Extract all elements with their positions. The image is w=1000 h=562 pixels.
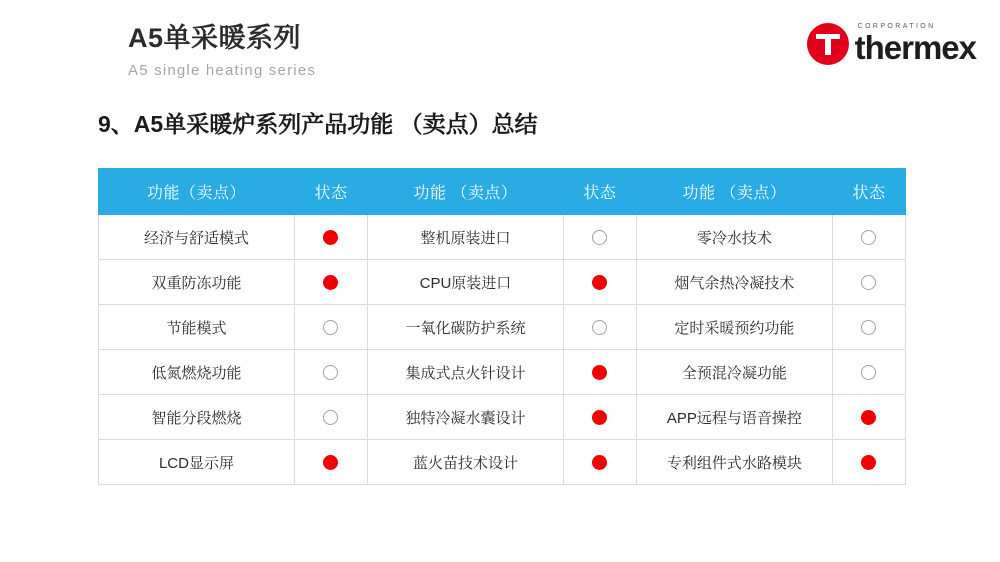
section-heading: 9、A5单采暖炉系列产品功能 （卖点）总结 xyxy=(98,111,538,137)
status-dot-filled-icon xyxy=(323,230,338,245)
column-header-feature-2: 功能 （卖点） xyxy=(367,169,563,215)
status-cell xyxy=(294,305,367,350)
status-cell xyxy=(563,440,636,485)
status-cell xyxy=(294,260,367,305)
feature-label: 集成式点火针设计 xyxy=(367,350,563,395)
status-cell xyxy=(563,215,636,260)
table-body xyxy=(99,215,906,485)
feature-label: APP远程与语音操控 xyxy=(636,395,832,440)
status-cell xyxy=(563,305,636,350)
status-dot-empty-icon xyxy=(323,365,338,380)
brand-logo xyxy=(807,22,976,66)
feature-label: 双重防冻功能 xyxy=(99,260,295,305)
table-header-row xyxy=(99,169,906,215)
feature-label: 整机原装进口 xyxy=(367,215,563,260)
status-dot-filled-icon xyxy=(861,455,876,470)
status-dot-filled-icon xyxy=(592,455,607,470)
status-cell xyxy=(832,350,905,395)
status-dot-filled-icon xyxy=(592,275,607,290)
status-cell xyxy=(563,260,636,305)
status-dot-empty-icon xyxy=(861,320,876,335)
status-dot-empty-icon xyxy=(592,320,607,335)
logo-wordmark: thermex xyxy=(854,28,976,66)
feature-label: 独特冷凝水囊设计 xyxy=(367,395,563,440)
feature-status-table xyxy=(98,168,906,485)
status-dot-empty-icon xyxy=(323,410,338,425)
feature-label: 零冷水技术 xyxy=(636,215,832,260)
feature-label: 一氧化碳防护系统 xyxy=(367,305,563,350)
feature-label: 节能模式 xyxy=(99,305,295,350)
table-row xyxy=(99,350,906,395)
status-dot-filled-icon xyxy=(323,455,338,470)
column-header-feature-1: 功能（卖点） xyxy=(99,169,295,215)
status-cell xyxy=(832,440,905,485)
status-dot-filled-icon xyxy=(861,410,876,425)
table-row xyxy=(99,440,906,485)
logo-text-wrap xyxy=(854,22,976,66)
feature-label: LCD显示屏 xyxy=(99,440,295,485)
slide-title-block xyxy=(128,22,316,79)
feature-table-wrap xyxy=(98,168,906,485)
logo-corporation-label: CORPORATION xyxy=(857,22,936,30)
status-cell xyxy=(294,215,367,260)
status-dot-filled-icon xyxy=(592,410,607,425)
feature-label: CPU原装进口 xyxy=(367,260,563,305)
feature-label: 蓝火苗技术设计 xyxy=(367,440,563,485)
status-cell xyxy=(294,395,367,440)
feature-label: 经济与舒适模式 xyxy=(99,215,295,260)
status-dot-empty-icon xyxy=(861,365,876,380)
page-title: A5单采暖系列 xyxy=(128,23,302,53)
page-subtitle: A5 single heating series xyxy=(128,61,317,79)
status-dot-filled-icon xyxy=(323,275,338,290)
table-head xyxy=(99,169,906,215)
feature-label: 专利组件式水路模块 xyxy=(636,440,832,485)
status-cell xyxy=(563,395,636,440)
status-dot-empty-icon xyxy=(592,230,607,245)
table-row xyxy=(99,395,906,440)
status-dot-empty-icon xyxy=(323,320,338,335)
column-header-status-2: 状态 xyxy=(563,169,636,215)
status-dot-empty-icon xyxy=(861,275,876,290)
column-header-status-1: 状态 xyxy=(294,169,367,215)
feature-label: 智能分段燃烧 xyxy=(99,395,295,440)
status-dot-filled-icon xyxy=(592,365,607,380)
status-cell xyxy=(294,350,367,395)
feature-label: 低氮燃烧功能 xyxy=(99,350,295,395)
feature-label: 定时采暖预约功能 xyxy=(636,305,832,350)
status-cell xyxy=(832,395,905,440)
status-dot-empty-icon xyxy=(861,230,876,245)
feature-label: 烟气余热冷凝技术 xyxy=(636,260,832,305)
table-row xyxy=(99,215,906,260)
status-cell xyxy=(563,350,636,395)
table-row xyxy=(99,305,906,350)
column-header-status-3: 状态 xyxy=(832,169,905,215)
thermex-emblem-icon xyxy=(807,23,849,65)
table-row xyxy=(99,260,906,305)
status-cell xyxy=(832,305,905,350)
status-cell xyxy=(832,260,905,305)
status-cell xyxy=(832,215,905,260)
feature-label: 全预混冷凝功能 xyxy=(636,350,832,395)
column-header-feature-3: 功能 （卖点） xyxy=(636,169,832,215)
status-cell xyxy=(294,440,367,485)
